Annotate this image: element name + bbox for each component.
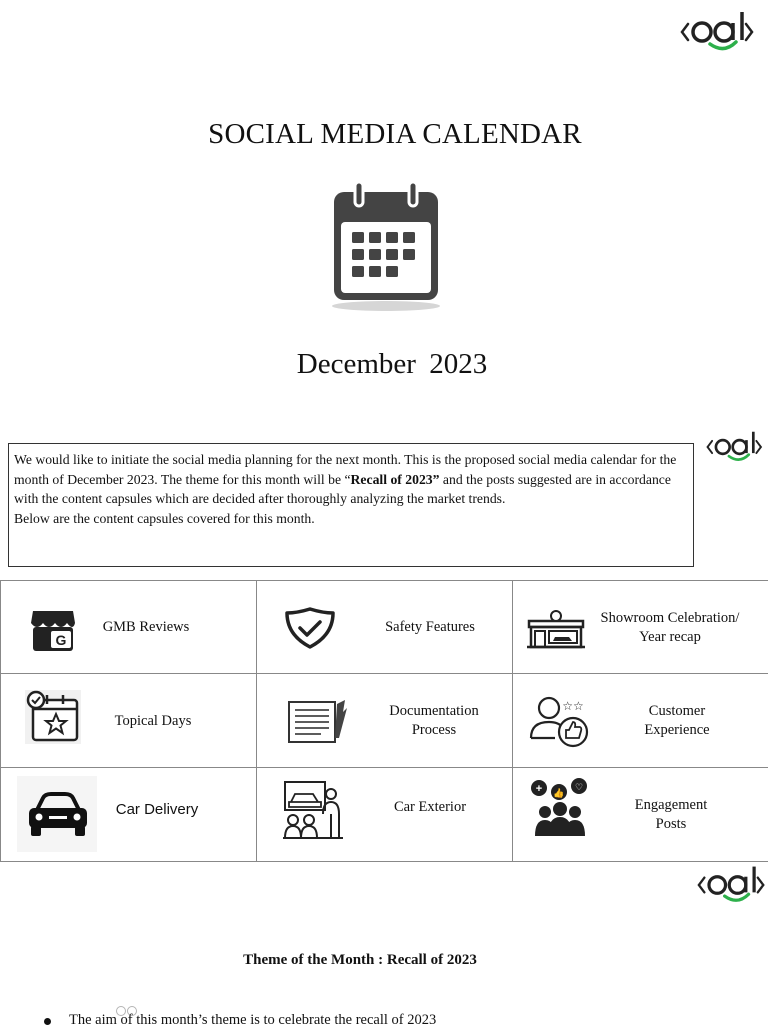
month-label: December 2023 <box>296 348 488 380</box>
theme-heading: Theme of the Month : Recall of 2023 <box>243 952 477 968</box>
page-title: SOCIAL MEDIA CALENDAR <box>208 118 582 150</box>
gmb-store-icon <box>29 607 77 653</box>
intro-paragraph-2: Below are the content capsules covered for this month. <box>14 510 315 526</box>
brand-logo <box>697 864 767 906</box>
capsule-cell <box>256 580 513 674</box>
svg-text:☆☆: ☆☆ <box>562 699 584 713</box>
car-icon <box>17 776 97 852</box>
intro-text: We would like to initiate the social media planning for the next month. This is the proposed social media calendar for the month of December 2023. The theme for this month will be “ <box>14 452 677 487</box>
calendar-icon <box>328 180 444 314</box>
capsule-cell <box>0 580 257 674</box>
capsule-label: Engagement Posts <box>634 797 708 832</box>
capsule-cell <box>0 673 257 768</box>
capsule-label: Car Exterior <box>393 799 467 815</box>
capsule-cell <box>512 767 768 862</box>
capsule-cell <box>512 673 768 768</box>
documents-icon <box>287 698 349 744</box>
svg-text:G: G <box>55 632 67 648</box>
showroom-icon <box>527 609 585 649</box>
brand-logo <box>706 430 764 464</box>
svg-text:👍: 👍 <box>553 789 565 799</box>
svg-text:+: + <box>535 783 543 795</box>
capsule-label: Documentation Process <box>389 703 479 738</box>
capsule-label: Showroom Celebration/ Year recap <box>600 610 740 645</box>
list-item <box>44 1012 744 1032</box>
engagement-people-icon <box>529 778 591 838</box>
svg-text:♡: ♡ <box>574 783 584 793</box>
calendar-star-icon <box>25 690 81 744</box>
capsule-label: GMB Reviews <box>102 619 190 635</box>
capsule-cell <box>256 673 513 768</box>
capsule-cell <box>0 767 257 862</box>
car-exterior-icon <box>283 780 345 842</box>
brand-logo-icon <box>697 864 767 906</box>
capsule-cell <box>256 767 513 862</box>
capsule-cell <box>512 580 768 674</box>
brand-logo <box>680 10 756 54</box>
intro-theme-bold: Recall of 2023” <box>350 471 440 487</box>
shield-check-icon <box>283 605 337 651</box>
brand-logo-icon <box>680 10 756 54</box>
capsule-label: Safety Features <box>385 619 475 635</box>
capsule-label: Topical Days <box>114 713 192 729</box>
intro-text-box <box>8 443 694 567</box>
capsule-label: Customer Experience <box>644 703 710 738</box>
bullet-text: The aim of this month’s theme is to celebrate the recall of 2023 <box>69 1012 437 1028</box>
content-capsules-grid <box>0 580 768 862</box>
brand-logo-icon <box>706 430 764 464</box>
intro-paragraph <box>14 450 687 509</box>
capsule-label: Car Delivery <box>115 801 199 818</box>
intro-text-tail: and the posts suggested are in accordance with the content capsules which are decided after thoroughly analyzing the market trends. <box>14 471 671 506</box>
customer-thumbs-icon <box>529 694 589 750</box>
